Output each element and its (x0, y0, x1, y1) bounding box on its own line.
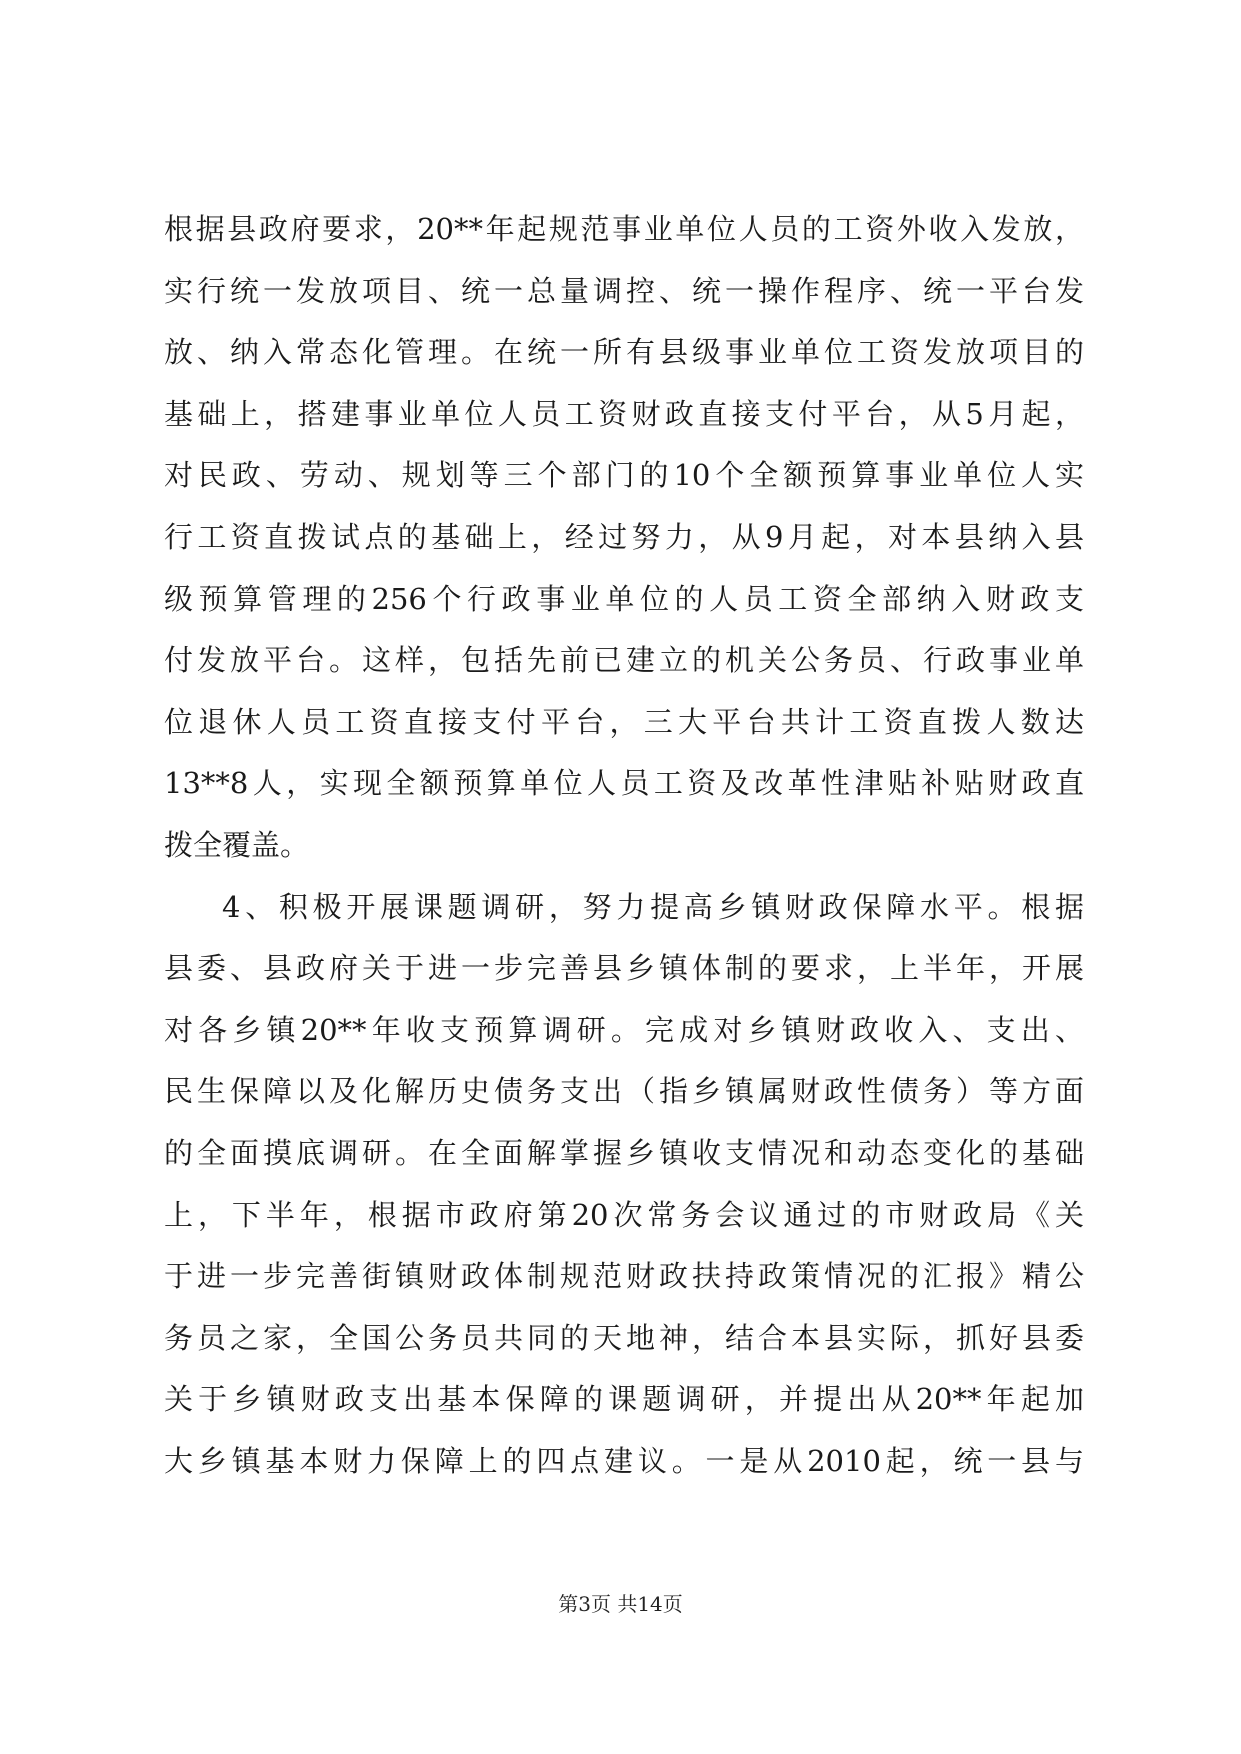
text-line: 大乡镇基本财力保障上的四点建议。一是从2010起，统一县与 (164, 1443, 1084, 1478)
text-line: 于进一步完善街镇财政体制规范财政扶持政策情况的汇报》精公 (164, 1259, 1084, 1294)
text-line: 对各乡镇20**年收支预算调研。完成对乡镇财政收入、支出、 (164, 1012, 1084, 1047)
text-line: 13**8人，实现全额预算单位人员工资及改革性津贴补贴财政直 (164, 766, 1084, 801)
section-heading-line: 4、积极开展课题调研，努力提高乡镇财政保障水平。根据 (222, 889, 1084, 924)
text-line: 务员之家，全国公务员共同的天地神，结合本县实际，抓好县委 (164, 1320, 1084, 1355)
text-line: 关于乡镇财政支出基本保障的课题调研，并提出从20**年起加 (164, 1382, 1084, 1417)
page-number-footer: 第3页 共14页 (558, 1592, 683, 1616)
text-line: 的全面摸底调研。在全面解掌握乡镇收支情况和动态变化的基础 (164, 1135, 1084, 1170)
text-line: 基础上，搭建事业单位人员工资财政直接支付平台，从5月起， (164, 396, 1084, 431)
text-line: 付发放平台。这样，包括先前已建立的机关公务员、行政事业单 (164, 643, 1084, 678)
body-text (164, 199, 1084, 1492)
text-line: 实行统一发放项目、统一总量调控、统一操作程序、统一平台发 (164, 273, 1084, 308)
paragraph-end-line: 拨全覆盖。 (164, 827, 310, 862)
text-line: 放、纳入常态化管理。在统一所有县级事业单位工资发放项目的 (164, 335, 1084, 370)
text-line: 民生保障以及化解历史债务支出（指乡镇属财政性债务）等方面 (164, 1074, 1084, 1109)
text-line: 县委、县政府关于进一步完善县乡镇体制的要求，上半年，开展 (164, 951, 1084, 986)
text-line: 位退休人员工资直接支付平台，三大平台共计工资直拨人数达 (164, 704, 1084, 739)
text-line: 级预算管理的256个行政事业单位的人员工资全部纳入财政支 (164, 581, 1084, 616)
text-line: 根据县政府要求，20**年起规范事业单位人员的工资外收入发放， (164, 212, 1084, 246)
text-line: 上，下半年，根据市政府第20次常务会议通过的市财政局《关 (164, 1197, 1084, 1232)
text-line: 对民政、劳动、规划等三个部门的10个全额预算事业单位人实 (164, 458, 1084, 493)
text-line: 行工资直拨试点的基础上，经过努力，从9月起，对本县纳入县 (164, 519, 1084, 554)
